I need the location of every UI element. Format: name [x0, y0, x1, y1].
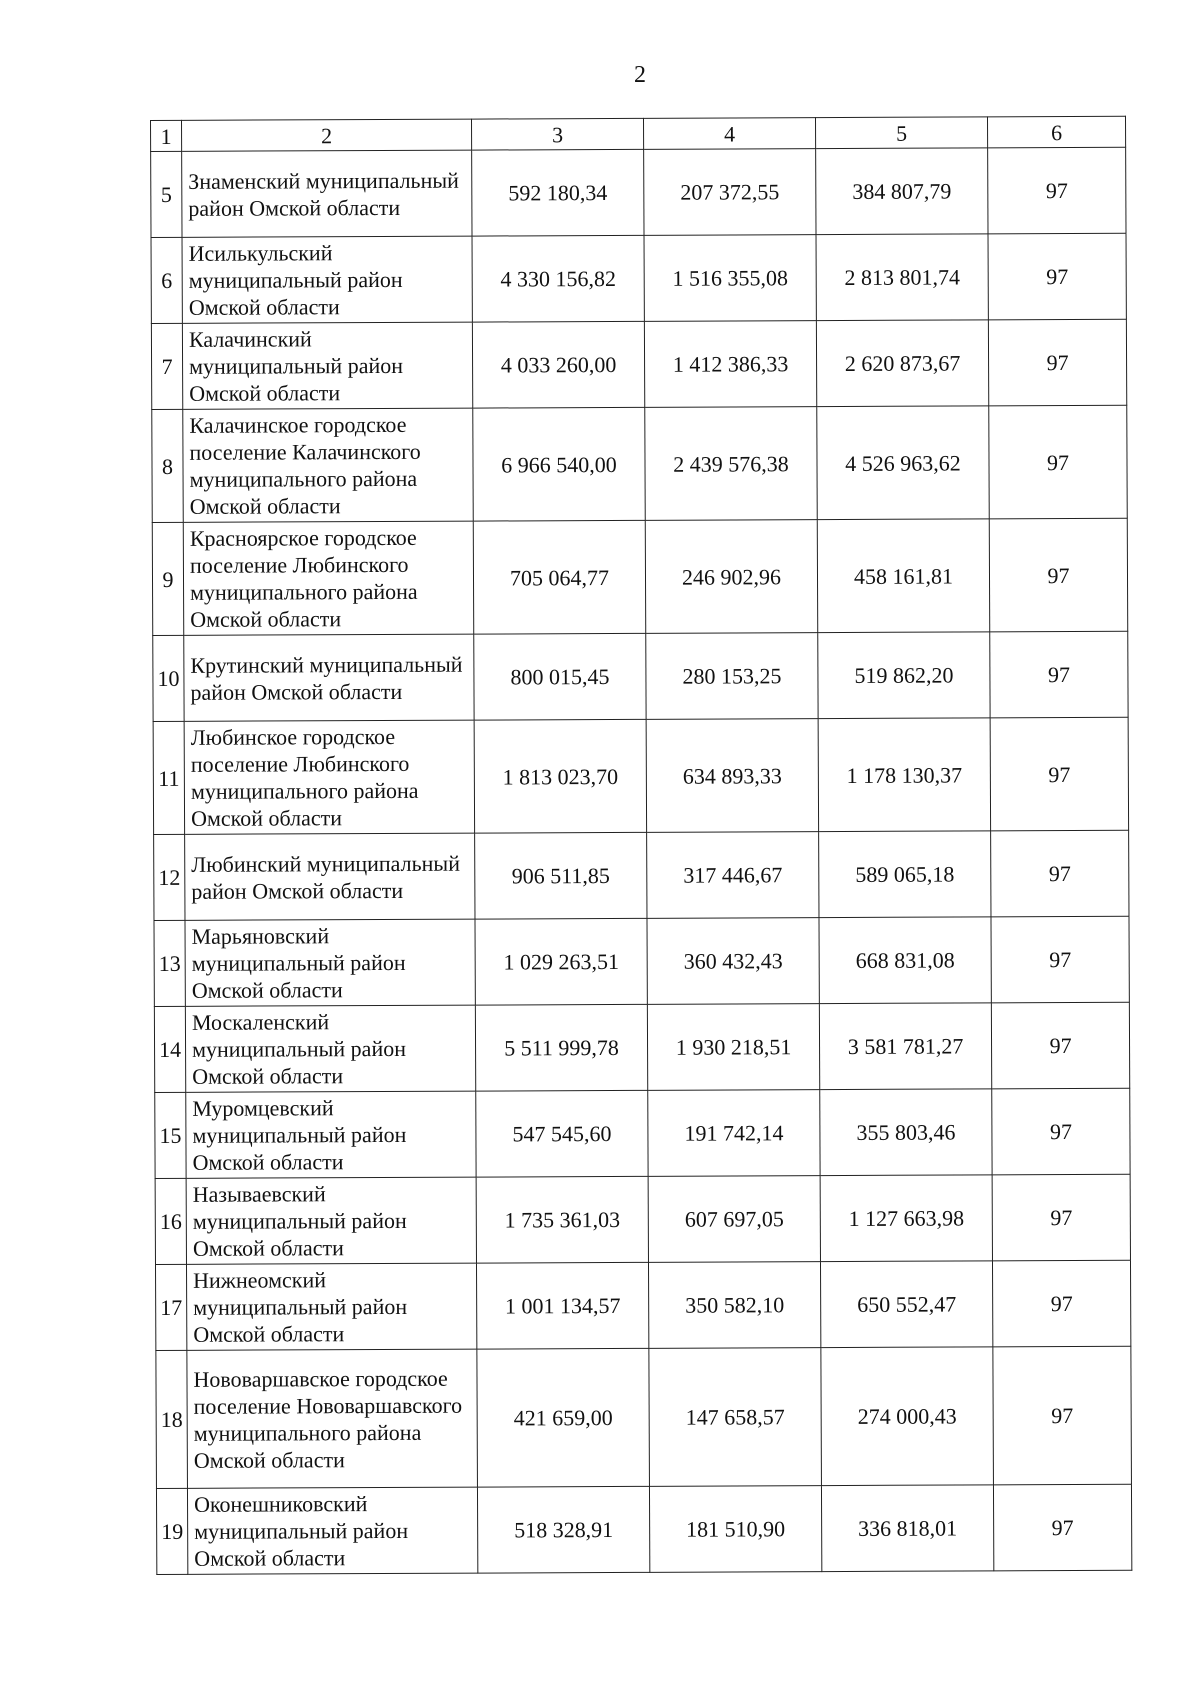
row-number-cell: 16	[155, 1178, 186, 1264]
table-row	[154, 830, 1129, 920]
table-row	[153, 717, 1128, 834]
value-col-3-cell: 547 545,60	[476, 1090, 648, 1177]
value-col-4-cell: 181 510,90	[649, 1486, 821, 1573]
value-col-3-cell: 4 033 260,00	[472, 321, 644, 408]
value-col-5-cell: 2 620 873,67	[816, 320, 988, 407]
value-col-5-cell: 336 818,01	[821, 1485, 993, 1572]
value-col-3-cell: 1 029 263,51	[475, 918, 647, 1005]
value-col-5-cell: 2 813 801,74	[816, 234, 988, 321]
municipality-name-cell: Нижнеомский муниципальный район Омской области	[186, 1263, 476, 1350]
page-number: 2	[634, 62, 646, 88]
value-col-4-cell: 280 153,25	[646, 633, 818, 720]
value-col-3-cell: 705 064,77	[473, 520, 645, 634]
value-col-4-cell: 2 439 576,38	[645, 407, 817, 521]
row-number-cell: 18	[156, 1350, 188, 1488]
table-row	[155, 1088, 1130, 1178]
municipality-name-cell: Знаменский муниципальный район Омской области	[182, 150, 472, 237]
value-col-5-cell: 3 581 781,27	[819, 1003, 991, 1090]
value-col-5-cell: 668 831,08	[819, 917, 991, 1004]
row-number-cell: 17	[155, 1264, 186, 1350]
value-col-5-cell: 1 178 130,37	[818, 718, 990, 832]
municipality-name-cell: Калачинский муниципальный район Омской области	[182, 322, 472, 409]
value-col-6-cell: 97	[989, 518, 1127, 632]
header-cell: 2	[182, 119, 472, 151]
municipality-name-cell: Исилькульский муниципальный район Омской области	[182, 236, 472, 323]
municipality-name-cell: Нововаршавское городское поселение Нововаршавского муниципального района Омской области	[187, 1349, 478, 1488]
table-row	[154, 1002, 1129, 1092]
value-col-3-cell: 1 001 134,57	[476, 1262, 648, 1349]
row-number-cell: 15	[155, 1092, 186, 1178]
value-col-6-cell: 97	[991, 1002, 1129, 1089]
value-col-3-cell: 518 328,91	[477, 1486, 649, 1573]
value-col-3-cell: 5 511 999,78	[475, 1004, 647, 1091]
row-number-cell: 8	[152, 409, 183, 522]
value-col-6-cell: 97	[988, 147, 1126, 234]
municipality-name-cell: Красноярское городское поселение Любинского муниципального района Омской области	[183, 521, 473, 635]
value-col-6-cell: 97	[991, 916, 1129, 1003]
table-row	[151, 233, 1126, 323]
row-number-cell: 19	[156, 1488, 187, 1574]
value-col-5-cell: 458 161,81	[817, 519, 989, 633]
value-col-3-cell: 800 015,45	[474, 633, 646, 720]
table-row	[155, 1174, 1130, 1264]
value-col-5-cell: 650 552,47	[820, 1261, 992, 1348]
value-col-6-cell: 97	[989, 405, 1127, 519]
header-cell: 4	[643, 118, 815, 150]
value-col-4-cell: 207 372,55	[644, 149, 816, 236]
value-col-6-cell: 97	[993, 1484, 1131, 1571]
value-col-3-cell: 592 180,34	[472, 149, 644, 236]
value-col-3-cell: 1 735 361,03	[476, 1176, 648, 1263]
table-row	[151, 147, 1126, 237]
value-col-3-cell: 1 813 023,70	[474, 719, 646, 833]
value-col-3-cell: 4 330 156,82	[472, 235, 644, 322]
value-col-4-cell: 1 516 355,08	[644, 235, 816, 322]
table-row	[154, 916, 1129, 1006]
value-col-6-cell: 97	[988, 233, 1126, 320]
municipality-name-cell: Крутинский муниципальный район Омской области	[184, 634, 474, 721]
value-col-3-cell: 906 511,85	[475, 832, 647, 919]
value-col-6-cell: 97	[992, 1260, 1130, 1347]
table-row	[153, 631, 1128, 721]
table-header-row	[151, 116, 1126, 151]
table-row	[152, 518, 1127, 635]
table-row	[156, 1484, 1131, 1574]
value-col-5-cell: 4 526 963,62	[817, 406, 989, 520]
municipality-name-cell: Марьяновский муниципальный район Омской области	[185, 919, 475, 1006]
value-col-4-cell: 147 658,57	[649, 1348, 822, 1487]
value-col-5-cell: 519 862,20	[818, 632, 990, 719]
value-col-4-cell: 1 930 218,51	[647, 1004, 819, 1091]
value-col-6-cell: 97	[992, 1174, 1130, 1261]
value-col-3-cell: 6 966 540,00	[473, 407, 645, 521]
municipality-name-cell: Любинское городское поселение Любинского муниципального района Омской области	[184, 720, 474, 834]
table-row	[152, 405, 1127, 522]
municipality-name-cell: Калачинское городское поселение Калачинского муниципального района Омской области	[183, 408, 473, 522]
municipality-name-cell: Муромцевский муниципальный район Омской области	[186, 1091, 476, 1178]
table-row	[156, 1346, 1132, 1488]
municipality-name-cell: Оконешниковский муниципальный район Омской области	[187, 1487, 477, 1574]
value-col-5-cell: 384 807,79	[816, 148, 988, 235]
table-row	[151, 319, 1126, 409]
municipality-name-cell: Любинский муниципальный район Омской области	[185, 833, 475, 920]
value-col-4-cell: 607 697,05	[648, 1176, 820, 1263]
value-col-5-cell: 589 065,18	[819, 831, 991, 918]
value-col-6-cell: 97	[992, 1088, 1130, 1175]
data-table	[150, 116, 1132, 1575]
value-col-3-cell: 421 659,00	[477, 1348, 650, 1487]
value-col-4-cell: 1 412 386,33	[644, 321, 816, 408]
value-col-5-cell: 274 000,43	[821, 1347, 994, 1486]
row-number-cell: 5	[151, 151, 182, 237]
value-col-6-cell: 97	[990, 631, 1128, 718]
row-number-cell: 13	[154, 920, 185, 1006]
table-row	[155, 1260, 1130, 1350]
row-number-cell: 14	[154, 1006, 185, 1092]
value-col-5-cell: 1 127 663,98	[820, 1175, 992, 1262]
municipality-name-cell: Называевский муниципальный район Омской области	[186, 1177, 476, 1264]
row-number-cell: 11	[153, 721, 184, 834]
row-number-cell: 9	[152, 522, 183, 635]
value-col-4-cell: 191 742,14	[648, 1090, 820, 1177]
value-col-6-cell: 97	[990, 717, 1128, 831]
value-col-6-cell: 97	[991, 830, 1129, 917]
header-cell: 3	[471, 118, 643, 150]
municipality-name-cell: Москаленский муниципальный район Омской области	[185, 1005, 475, 1092]
table-body	[151, 147, 1132, 1574]
row-number-cell: 12	[154, 834, 185, 920]
row-number-cell: 7	[151, 323, 182, 409]
value-col-6-cell: 97	[993, 1346, 1132, 1485]
value-col-4-cell: 246 902,96	[645, 520, 817, 634]
header-cell: 5	[815, 117, 987, 149]
value-col-5-cell: 355 803,46	[820, 1089, 992, 1176]
value-col-4-cell: 350 582,10	[648, 1262, 820, 1349]
value-col-4-cell: 360 432,43	[647, 918, 819, 1005]
header-cell: 6	[987, 116, 1125, 148]
value-col-4-cell: 634 893,33	[646, 719, 818, 833]
row-number-cell: 10	[153, 635, 184, 721]
row-number-cell: 6	[151, 237, 182, 323]
header-cell: 1	[151, 120, 182, 151]
value-col-6-cell: 97	[988, 319, 1126, 406]
value-col-4-cell: 317 446,67	[647, 832, 819, 919]
